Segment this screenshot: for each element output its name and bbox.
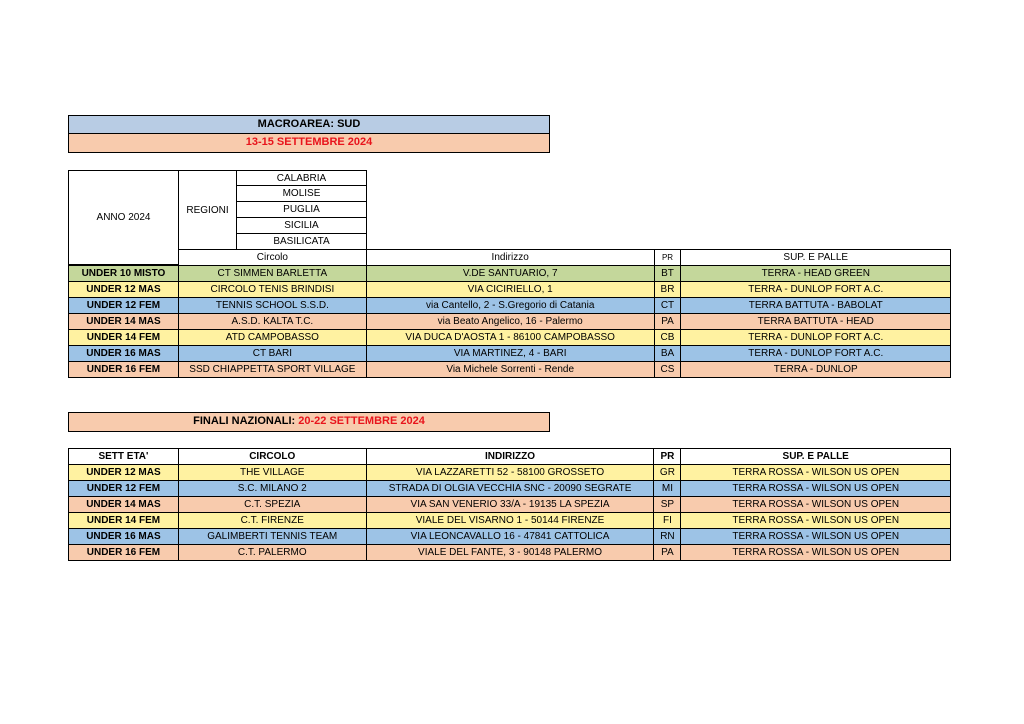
table-row: [69, 545, 951, 561]
cell-pr: BA: [654, 346, 681, 362]
cell-cat: UNDER 14 MAS: [69, 497, 179, 513]
cell-cat: UNDER 16 MAS: [69, 346, 179, 362]
cell-sup: TERRA - DUNLOP: [681, 362, 951, 378]
cell-sup: TERRA - DUNLOP FORT A.C.: [681, 282, 951, 298]
cell-cat: UNDER 12 MAS: [69, 465, 179, 481]
cell-indirizzo: V.DE SANTUARIO, 7: [366, 266, 654, 282]
cell-circolo: THE VILLAGE: [178, 465, 366, 481]
cell-circolo: C.T. PALERMO: [178, 545, 366, 561]
cell-pr: SP: [654, 497, 681, 513]
cell-sup: TERRA ROSSA - WILSON US OPEN: [681, 513, 951, 529]
cell-cat: UNDER 16 MAS: [69, 529, 179, 545]
cell-indirizzo: Via Michele Sorrenti - Rende: [366, 362, 654, 378]
empty-header-cell: [69, 250, 179, 266]
cell-sup: TERRA BATTUTA - BABOLAT: [681, 298, 951, 314]
table-row: [69, 314, 951, 330]
col-header-circolo: Circolo: [178, 250, 366, 266]
cell-circolo: C.T. SPEZIA: [178, 497, 366, 513]
col-header-circolo: CIRCOLO: [178, 449, 366, 465]
macroarea-table: [68, 249, 951, 378]
table-row: [69, 481, 951, 497]
cell-indirizzo: VIA CICIRIELLO, 1: [366, 282, 654, 298]
cell-indirizzo: via Beato Angelico, 16 - Palermo: [366, 314, 654, 330]
cell-circolo: CT BARI: [178, 346, 366, 362]
cell-indirizzo: STRADA DI OLGIA VECCHIA SNC - 20090 SEGRATE: [366, 481, 654, 497]
table-row: [69, 298, 951, 314]
macroarea-title: MACROAREA: SUD: [68, 115, 550, 134]
cell-cat: UNDER 12 FEM: [69, 481, 179, 497]
region-item: SICILIA: [236, 218, 367, 234]
cell-pr: RN: [654, 529, 681, 545]
table-row: [69, 266, 951, 282]
cell-cat: UNDER 16 FEM: [69, 362, 179, 378]
region-item: MOLISE: [236, 186, 367, 202]
cell-indirizzo: VIA SAN VENERIO 33/A - 19135 LA SPEZIA: [366, 497, 654, 513]
cell-pr: BR: [654, 282, 681, 298]
table-row: [69, 346, 951, 362]
table-row: [69, 497, 951, 513]
cell-circolo: TENNIS SCHOOL S.S.D.: [178, 298, 366, 314]
finali-title-prefix: FINALI NAZIONALI:: [193, 415, 299, 427]
cell-indirizzo: VIALE DEL FANTE, 3 - 90148 PALERMO: [366, 545, 654, 561]
cell-cat: UNDER 14 FEM: [69, 330, 179, 346]
col-header-pr: PR: [654, 250, 681, 266]
col-header-sup: SUP. E PALLE: [681, 449, 951, 465]
cell-circolo: SSD CHIAPPETTA SPORT VILLAGE: [178, 362, 366, 378]
cell-pr: PA: [654, 545, 681, 561]
cell-cat: UNDER 12 FEM: [69, 298, 179, 314]
region-item: CALABRIA: [236, 170, 367, 186]
regions-label: REGIONI: [186, 204, 229, 216]
finali-title-dates: 20-22 SETTEMBRE 2024: [298, 415, 425, 427]
table-row: [69, 362, 951, 378]
cell-indirizzo: VIA LAZZARETTI 52 - 58100 GROSSETO: [366, 465, 654, 481]
cell-circolo: CT SIMMEN BARLETTA: [178, 266, 366, 282]
cell-sup: TERRA ROSSA - WILSON US OPEN: [681, 481, 951, 497]
table-row: [69, 282, 951, 298]
cell-pr: CT: [654, 298, 681, 314]
table-row: [69, 529, 951, 545]
cell-indirizzo: via Cantello, 2 - S.Gregorio di Catania: [366, 298, 654, 314]
cell-pr: FI: [654, 513, 681, 529]
regions-cell: [178, 170, 237, 250]
cell-sup: TERRA - DUNLOP FORT A.C.: [681, 330, 951, 346]
col-header-cat: SETT ETA': [69, 449, 179, 465]
finali-table: [68, 448, 951, 561]
table-row: [69, 330, 951, 346]
cell-sup: TERRA ROSSA - WILSON US OPEN: [681, 529, 951, 545]
col-header-indirizzo: INDIRIZZO: [366, 449, 654, 465]
cell-cat: UNDER 14 FEM: [69, 513, 179, 529]
cell-pr: CB: [654, 330, 681, 346]
table-row: [69, 465, 951, 481]
table-header-row: [69, 449, 951, 465]
col-header-sup: SUP. E PALLE: [681, 250, 951, 266]
regions-list: [236, 170, 367, 250]
cell-circolo: S.C. MILANO 2: [178, 481, 366, 497]
cell-cat: UNDER 14 MAS: [69, 314, 179, 330]
region-item: BASILICATA: [236, 234, 367, 250]
cell-sup: TERRA BATTUTA - HEAD: [681, 314, 951, 330]
cell-circolo: ATD CAMPOBASSO: [178, 330, 366, 346]
cell-circolo: GALIMBERTI TENNIS TEAM: [178, 529, 366, 545]
col-header-pr: PR: [654, 449, 681, 465]
cell-pr: PA: [654, 314, 681, 330]
cell-sup: TERRA - HEAD GREEN: [681, 266, 951, 282]
cell-cat: UNDER 12 MAS: [69, 282, 179, 298]
table-row: [69, 513, 951, 529]
cell-pr: MI: [654, 481, 681, 497]
cell-indirizzo: VIA MARTINEZ, 4 - BARI: [366, 346, 654, 362]
col-header-indirizzo: Indirizzo: [366, 250, 654, 266]
macroarea-dates: 13-15 SETTEMBRE 2024: [68, 134, 550, 153]
cell-pr: CS: [654, 362, 681, 378]
table-header-row: [69, 250, 951, 266]
region-item: PUGLIA: [236, 202, 367, 218]
cell-indirizzo: VIALE DEL VISARNO 1 - 50144 FIRENZE: [366, 513, 654, 529]
cell-circolo: CIRCOLO TENIS BRINDISI: [178, 282, 366, 298]
cell-indirizzo: VIA DUCA D'AOSTA 1 - 86100 CAMPOBASSO: [366, 330, 654, 346]
cell-pr: GR: [654, 465, 681, 481]
cell-cat: UNDER 16 FEM: [69, 545, 179, 561]
cell-sup: TERRA ROSSA - WILSON US OPEN: [681, 545, 951, 561]
cell-sup: TERRA ROSSA - WILSON US OPEN: [681, 497, 951, 513]
cell-indirizzo: VIA LEONCAVALLO 16 - 47841 CATTOLICA: [366, 529, 654, 545]
cell-sup: TERRA - DUNLOP FORT A.C.: [681, 346, 951, 362]
cell-pr: BT: [654, 266, 681, 282]
cell-cat: UNDER 10 MISTO: [69, 266, 179, 282]
cell-circolo: C.T. FIRENZE: [178, 513, 366, 529]
cell-sup: TERRA ROSSA - WILSON US OPEN: [681, 465, 951, 481]
cell-circolo: A.S.D. KALTA T.C.: [178, 314, 366, 330]
year-label: ANNO 2024: [96, 212, 151, 223]
finali-title: [68, 412, 550, 432]
